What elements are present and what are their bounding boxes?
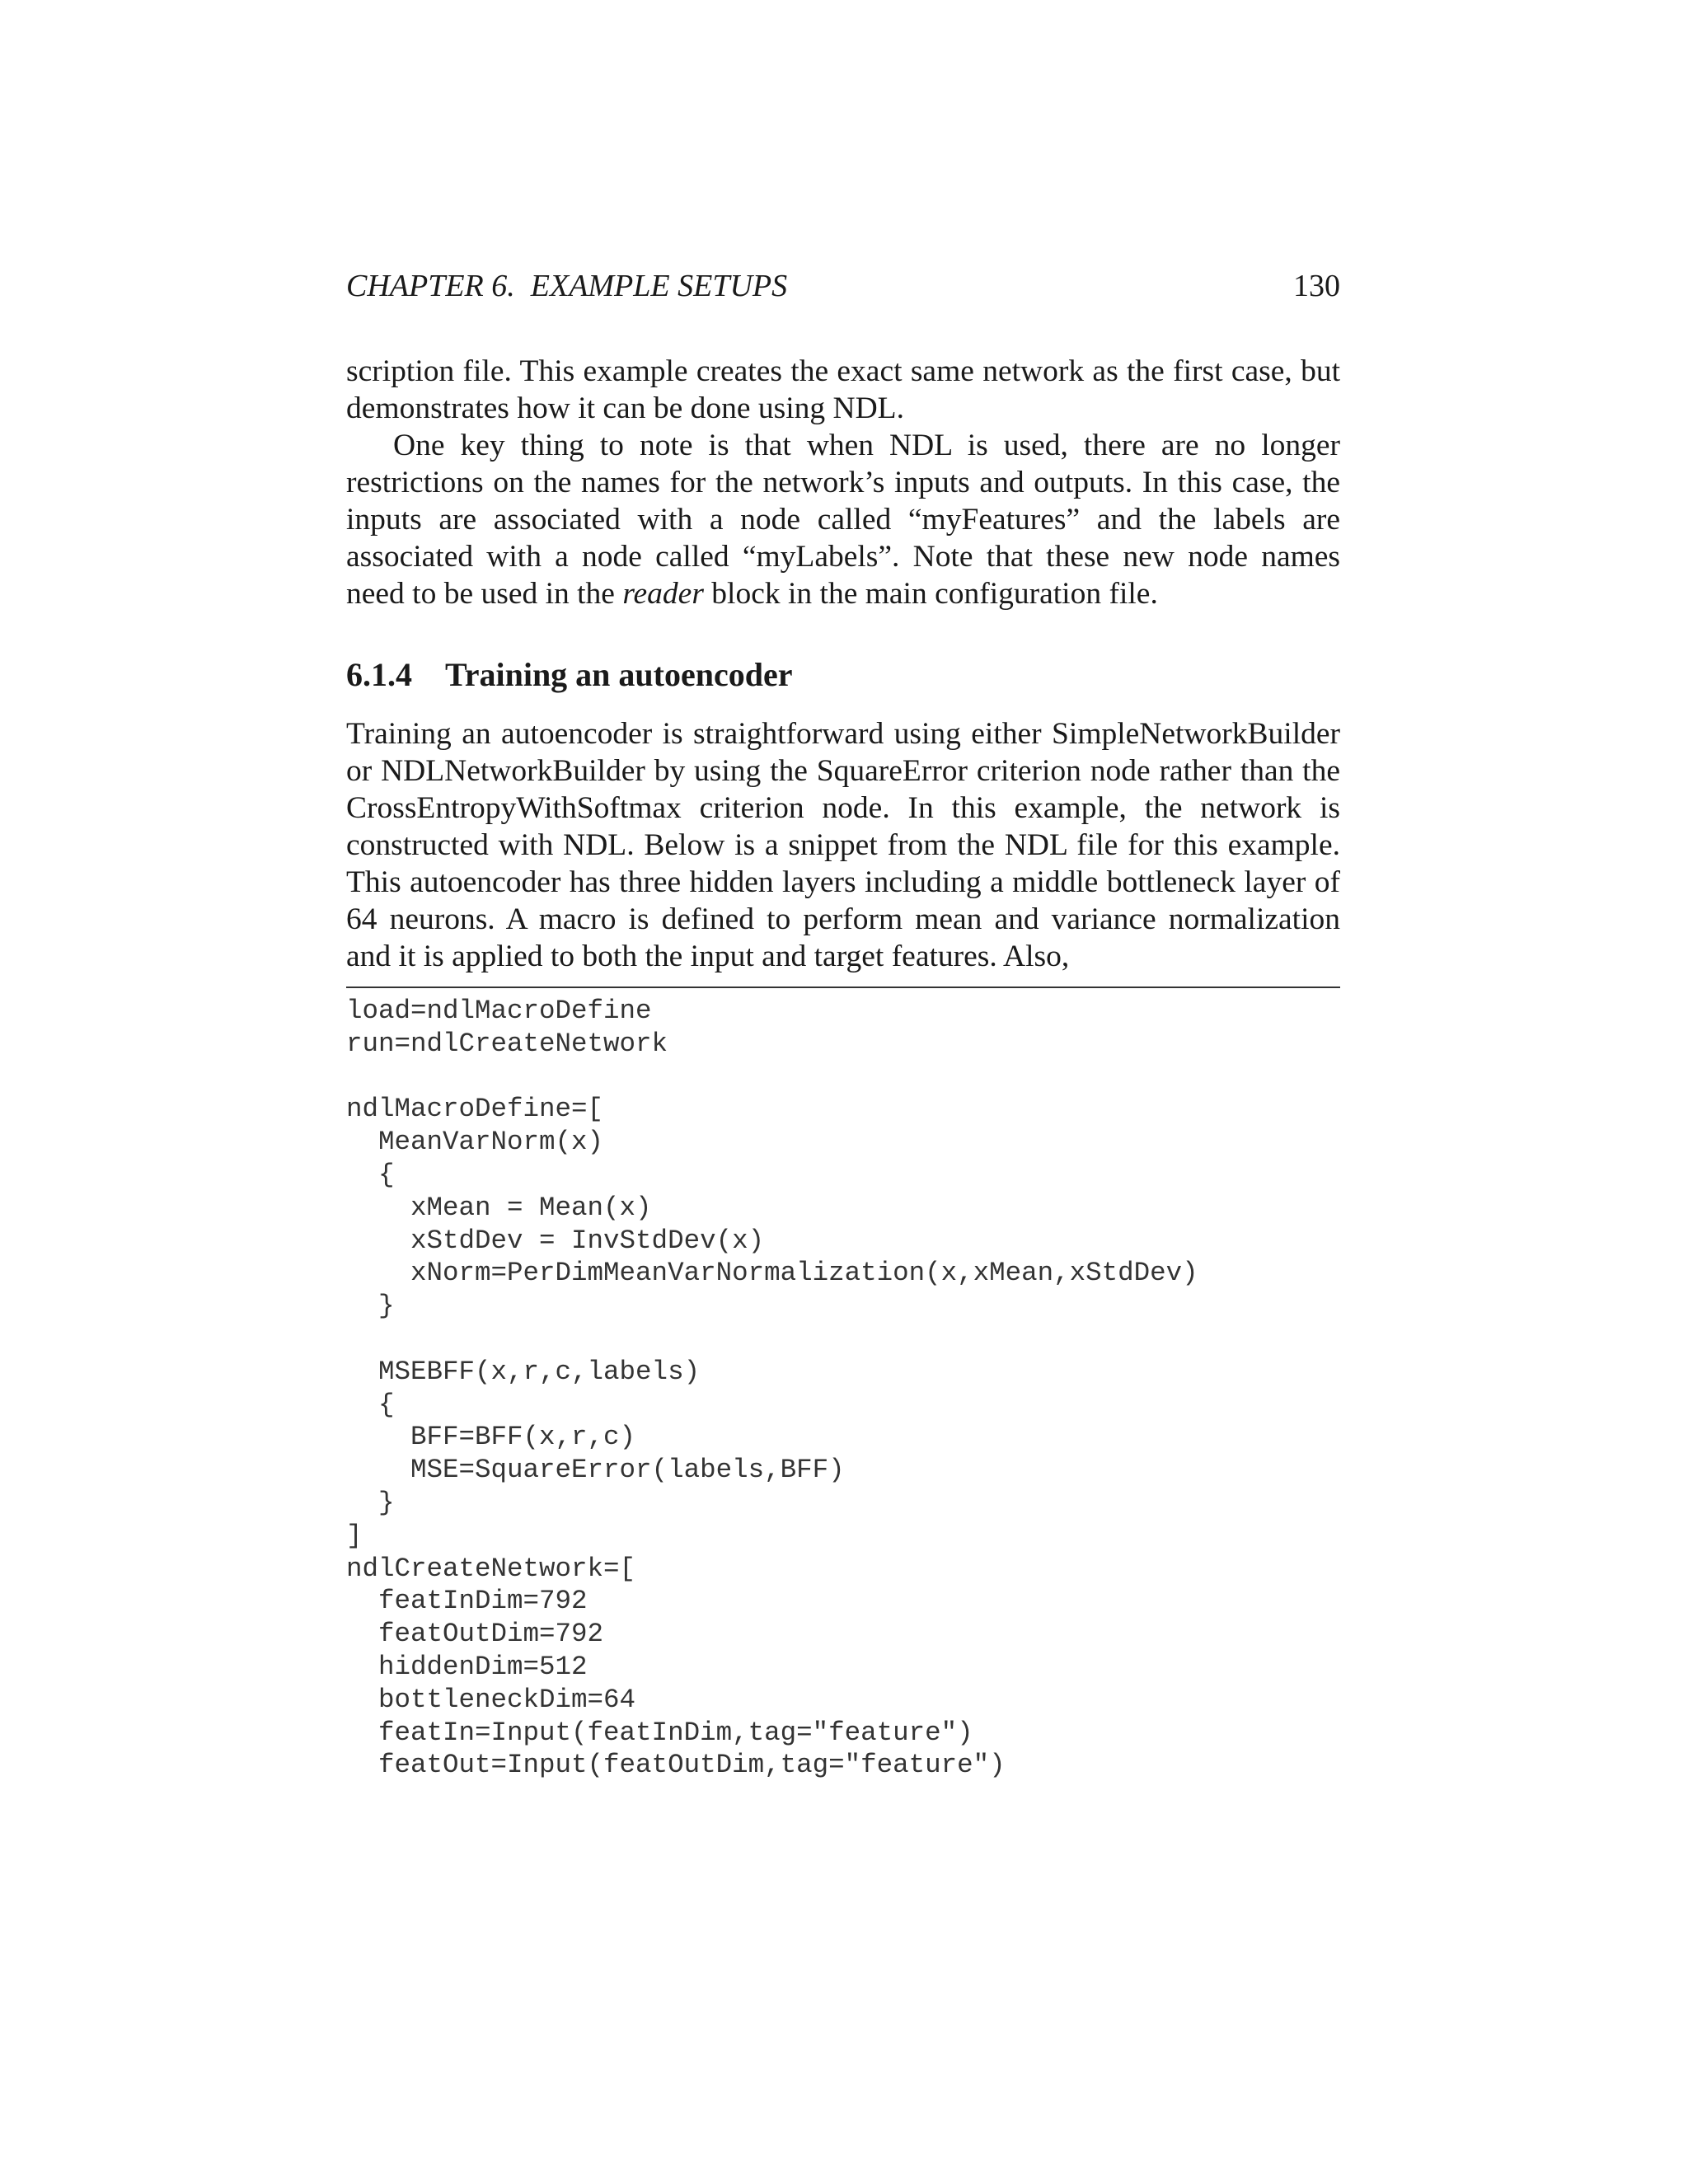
- code-line: }: [346, 1291, 395, 1322]
- paragraph-autoencoder: Training an autoencoder is straightforward using either SimpleNetworkBuilder or NDLNetworkBuilder by using the SquareError criterion node rather than the CrossEntropyWithSoftmax criterion node. In this example, the network is constructed with NDL. Below is a snippet from the NDL file for this example. This autoencoder has three hidden layers including a middle bottleneck layer of 64 neurons. A macro is defined to perform mean and variance normalization and it is applied to both the input and target features. Also,: [346, 717, 1340, 973]
- code-line: [346, 1061, 1340, 1094]
- code-line: {: [346, 1389, 395, 1420]
- section-title: Training an autoencoder: [445, 656, 793, 693]
- code-line: xStdDev = InvStdDev(x): [346, 1225, 765, 1256]
- code-line: load=ndlMacroDefine: [346, 996, 652, 1026]
- code-line: featOutDim=792: [346, 1619, 604, 1650]
- paragraph-ndl-note-text: One key thing to note is that when NDL is used, there are no longer restrictions on the names for the network’s inputs and outputs. In this case, the inputs are associated with a node called “myFeatures” and the labels are associated with a node called “myLabels”. Note that these new node names need to be used in the: [346, 429, 1340, 611]
- code-line: BFF=BFF(x,r,c): [346, 1422, 636, 1453]
- paragraph-ndl-note-end: block in the main configuration file.: [703, 577, 1158, 611]
- reader-emphasis: reader: [622, 577, 704, 611]
- code-line: ]: [346, 1520, 363, 1551]
- code-line: MSEBFF(x,r,c,labels): [346, 1356, 701, 1387]
- code-line: [346, 1323, 1340, 1356]
- chapter-title: CHAPTER 6. EXAMPLE SETUPS: [346, 269, 788, 303]
- code-line: }: [346, 1487, 395, 1518]
- code-listing: [346, 995, 1340, 1782]
- code-line: featInDim=792: [346, 1586, 588, 1617]
- code-line: hiddenDim=512: [346, 1651, 588, 1682]
- page-number: 130: [1293, 269, 1340, 303]
- code-line: bottleneckDim=64: [346, 1684, 636, 1715]
- code-line: xNorm=PerDimMeanVarNormalization(x,xMean,xStdDev): [346, 1258, 1198, 1289]
- code-line: MeanVarNorm(x): [346, 1127, 604, 1158]
- code-line: ndlCreateNetwork=[: [346, 1553, 636, 1584]
- code-line: MSE=SquareError(labels,BFF): [346, 1455, 845, 1486]
- section-heading: [346, 654, 1340, 696]
- code-line: featOut=Input(featOutDim,tag="feature"): [346, 1750, 1006, 1781]
- running-header: [346, 265, 1340, 307]
- paragraph-continuation: scription file. This example creates the exact same network as the first case, but demonstrates how it can be done using NDL.: [346, 354, 1340, 425]
- code-line: xMean = Mean(x): [346, 1192, 652, 1223]
- code-line: featIn=Input(featInDim,tag="feature"): [346, 1717, 973, 1748]
- code-line: {: [346, 1159, 395, 1190]
- paragraph-ndl-note: [346, 427, 1340, 612]
- code-top-rule: [346, 987, 1340, 988]
- code-line: ndlMacroDefine=[: [346, 1094, 604, 1125]
- section-number: 6.1.4: [346, 656, 412, 693]
- code-line: run=ndlCreateNetwork: [346, 1028, 668, 1059]
